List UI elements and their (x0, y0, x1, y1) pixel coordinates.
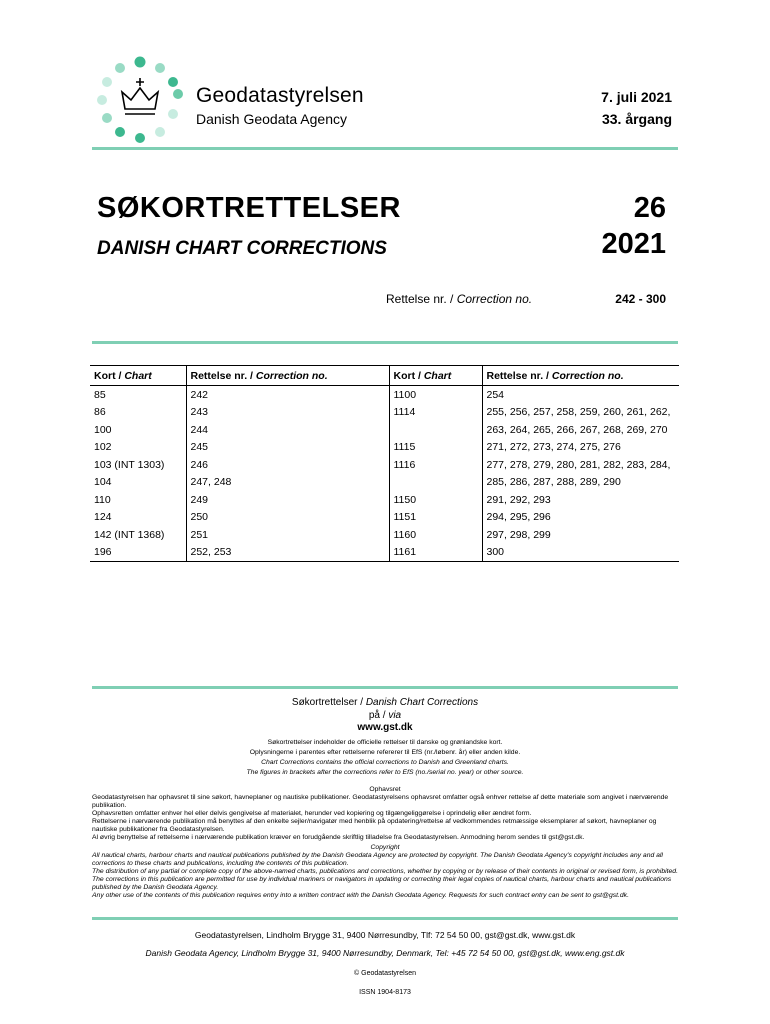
chart-cell: 100 (90, 421, 186, 439)
table-row (90, 491, 679, 509)
correction-cell: 297, 298, 299 (486, 528, 551, 541)
divider (92, 341, 678, 344)
divider (92, 686, 678, 689)
volume: 33. årgang (601, 111, 672, 127)
chart-cell: 86 (90, 404, 186, 422)
agency-name: Geodatastyrelsen (196, 84, 364, 107)
correction-cell: 244 (186, 421, 389, 439)
geodatastyrelsen-logo (94, 54, 186, 146)
chart-cell: 1115 (389, 439, 482, 457)
column-header-correction: Rettelse nr. / Correction no. (482, 366, 679, 386)
divider (92, 147, 678, 150)
issue-date: 7. juli 2021 (601, 89, 672, 105)
chart-cell: 196 (90, 544, 186, 562)
ophavsret-heading: Ophavsret (369, 786, 401, 793)
correction-cell: 247, 248 (186, 474, 389, 492)
copyright-line: The distribution of any partial or complete copy of the above-named charts, publications and corrections, whether by copying or by release of their contents in original or revised form, is prohibited. (92, 868, 678, 875)
copyright-heading: Copyright (370, 844, 400, 851)
correction-label-en: Correction no. (456, 292, 533, 306)
copyright-line: © Geodatastyrelsen (354, 970, 416, 977)
chart-cell: 103 (INT 1303) (90, 456, 186, 474)
via-en: via (388, 710, 402, 721)
chart-cell: 142 (INT 1368) (90, 526, 186, 544)
correction-cell: 252, 253 (186, 544, 389, 562)
issue-year: 2021 (601, 228, 666, 260)
ophavsret-line: Rettelserne i nærværende publikation må benyttes af den enkelte sejler/navigatør med henblik på opdatering/rettelse af vedkommendes retmæssige eksemplarer af søkort, havneplaner og nautiske publikationer fra Geodatastyrelsen. (92, 818, 657, 833)
table-row (90, 456, 679, 474)
chart-cell (389, 421, 482, 439)
publication-name-en: Danish Chart Corrections (365, 697, 479, 708)
correction-cell: 242 (186, 386, 389, 404)
chart-cell: 1114 (389, 404, 482, 422)
column-header-chart: Kort / Chart (90, 366, 186, 386)
publication-name (92, 697, 678, 708)
info-text: Søkortrettelser indeholder de officielle rettelser til danske og grønlandske kort. (267, 739, 503, 746)
table-row (90, 509, 679, 527)
via-label (92, 710, 678, 721)
table-row (90, 544, 679, 562)
table-row (90, 474, 679, 492)
chart-cell: 1100 (389, 386, 482, 404)
divider (92, 917, 678, 920)
correction-cell: 277, 278, 279, 280, 281, 282, 283, 284, (486, 458, 671, 471)
correction-cell: 250 (186, 509, 389, 527)
address-english: Danish Geodata Agency, Lindholm Brygge 31, 9400 Nørresundby, Denmark, Tel: +45 72 54 50 00, gst@gst.dk, www.eng.gst.dk (145, 948, 625, 958)
table-row (90, 526, 679, 544)
correction-cell: 249 (186, 491, 389, 509)
correction-label-da: Rettelse nr. / (386, 292, 457, 306)
chart-cell: 110 (90, 491, 186, 509)
website-link[interactable]: www.gst.dk (357, 722, 413, 733)
table-row (90, 439, 679, 457)
correction-cell: 245 (186, 439, 389, 457)
publication-name-da: Søkortrettelser / (291, 697, 366, 708)
address-danish: Geodatastyrelsen, Lindholm Brygge 31, 9400 Nørresundby, Tlf: 72 54 50 00, gst@gst.dk, www.gst.dk (194, 930, 576, 940)
correction-cell: 300 (482, 544, 679, 562)
table-row (90, 404, 679, 422)
column-header-chart: Kort / Chart (389, 366, 482, 386)
info-text: The figures in brackets after the corrections refer to EfS (no./serial no. year) or other source. (246, 769, 524, 776)
page-title: SØKORTRETTELSER (97, 192, 401, 224)
correction-cell: 251 (186, 526, 389, 544)
chart-cell (389, 474, 482, 492)
chart-cell: 102 (90, 439, 186, 457)
correction-cell: 291, 292, 293 (486, 493, 551, 506)
correction-cell: 294, 295, 296 (486, 511, 551, 524)
chart-cell: 85 (90, 386, 186, 404)
info-text: Chart Corrections contains the official corrections to Danish and Greenland charts. (261, 759, 509, 766)
page-subtitle: DANISH CHART CORRECTIONS (97, 238, 387, 259)
copyright-line: The corrections in this publication are permitted for use by individual mariners or navigators in updating or correcting their legal copies of nautical charts, harbour charts and nautical publications published by the Danish Geodata Agency. (92, 876, 672, 891)
corrections-table (90, 365, 679, 562)
copyright-line: Any other use of the contents of this publication requires entry into a written contract with the Danish Geodata Agency. Requests for such contract entry can be sent to gst@gst.dk. (92, 892, 629, 899)
table-header-row (90, 366, 679, 386)
ophavsret-line: Al øvrig benyttelse af rettelserne i nærværende publikation kræver en forudgående skriftlig tilladelse fra Geodatastyrelsen. Anmodning herom sendes til gst@gst.dk. (92, 834, 585, 841)
correction-cell: 246 (186, 456, 389, 474)
correction-range: 242 - 300 (615, 292, 666, 306)
chart-cell: 1116 (389, 456, 482, 474)
via-da: på / (368, 710, 389, 721)
issue-number: 26 (633, 192, 666, 224)
correction-cell: 263, 264, 265, 266, 267, 268, 269, 270 (486, 423, 668, 436)
copyright-text (92, 852, 680, 900)
correction-cell: 255, 256, 257, 258, 259, 260, 261, 262, (486, 406, 671, 419)
copyright-line: All nautical charts, harbour charts and nautical publications published by the Danish Geodata Agency are protected by copyright. The Danish Geodata Agency's copyright includes any and all corrections to these charts and publications, including the contents of this publication. (92, 852, 663, 867)
ophavsret-text (92, 794, 680, 842)
correction-cell: 243 (186, 404, 389, 422)
ophavsret-line: Geodatastyrelsen har ophavsret til sine søkort, havneplaner og nautiske publikationer. Geodatastyrelsens ophavsret omfatter også enhver rettelse af dette materiale som angivet i nærværende publikation. (92, 794, 669, 809)
correction-cell: 254 (486, 388, 505, 401)
chart-cell: 1151 (389, 509, 482, 527)
ophavsret-line: Ophavsretten omfatter enhver hel eller delvis gengivelse af materialet, herunder ved kopiering og tilgængeliggørelse i oprindelig eller ændret form. (92, 810, 532, 817)
info-text: Oplysningerne i parentes efter rettelserne refererer til EfS (nr./løbenr. år) eller anden kilde. (249, 749, 521, 756)
crown-icon (122, 78, 158, 114)
table-row (90, 386, 679, 404)
chart-cell: 124 (90, 509, 186, 527)
correction-cell: 271, 272, 273, 274, 275, 276 (486, 441, 621, 454)
correction-label (386, 292, 532, 306)
chart-cell: 1160 (389, 526, 482, 544)
chart-cell: 1150 (389, 491, 482, 509)
chart-cell: 104 (90, 474, 186, 492)
table-row (90, 421, 679, 439)
correction-cell: 285, 286, 287, 288, 289, 290 (486, 476, 621, 489)
chart-cell: 1161 (389, 544, 482, 562)
agency-name-english: Danish Geodata Agency (196, 111, 347, 127)
column-header-correction: Rettelse nr. / Correction no. (186, 366, 389, 386)
issn: ISSN 1904-8173 (359, 989, 411, 996)
